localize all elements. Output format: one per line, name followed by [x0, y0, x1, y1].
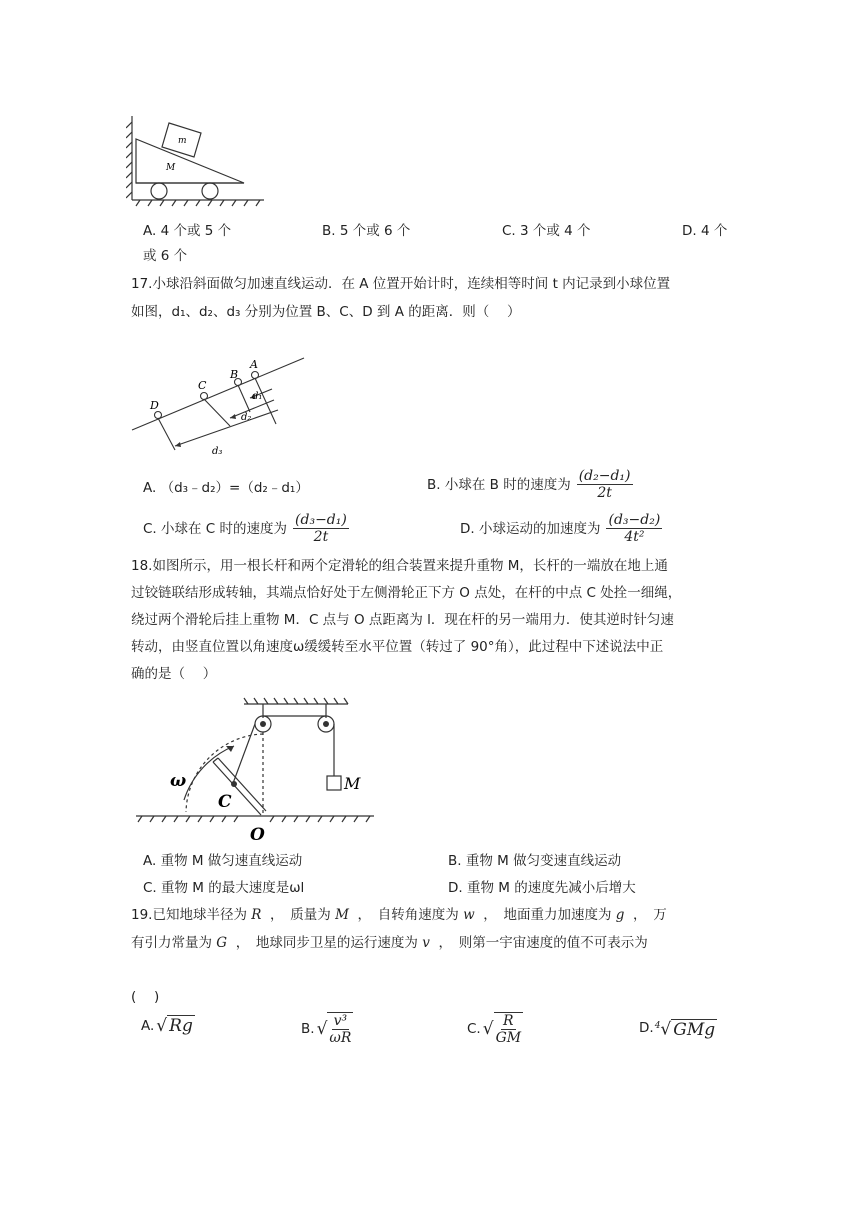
q17-stem-line1: 17.小球沿斜面做匀加速直线运动．在 A 位置开始计时，连续相等时间 t 内记录到小球位置 — [131, 276, 671, 292]
q17-label-A: A — [250, 358, 258, 371]
q17-figure — [128, 354, 308, 466]
q17-label-d1: d₁ — [252, 391, 263, 402]
q19-option-a[interactable]: A. √ Rg — [141, 1016, 193, 1036]
q17-option-d-text: D. 小球运动的加速度为 — [460, 520, 601, 537]
q16-label-M: M — [166, 163, 176, 173]
q19-option-c[interactable]: C. √ $\frac{R}{GM}$ — [467, 1013, 522, 1046]
q18-option-a[interactable]: A. 重物 M 做匀速直线运动 — [143, 853, 303, 869]
q18-stem-line2: 过铰链联结形成转轴，其端点恰好处于左侧滑轮正下方 O 点处，在杆的中点 C 处拴一细绳， — [131, 585, 682, 601]
q16-option-b[interactable]: B. 5 个或 6 个 — [322, 223, 411, 239]
q16-option-d[interactable]: D. 4 个 — [682, 223, 728, 239]
q19-option-b-formula: √ $\frac{\text{v³}}{\omega R}$ — [316, 1013, 352, 1046]
q19-var-M: M — [335, 907, 349, 923]
q18-option-b[interactable]: B. 重物 M 做匀变速直线运动 — [448, 853, 622, 869]
q17-option-c-formula: $\frac{\text{(d₃−d₁)}}{2t}$ — [295, 512, 347, 545]
q19-option-b[interactable]: B. √ $\frac{\text{v³}}{\omega R}$ — [301, 1013, 352, 1046]
q18-figure — [130, 694, 380, 844]
q19-answer-paren: ( ) — [131, 989, 160, 1005]
q19-option-a-formula: √ Rg — [156, 1016, 193, 1036]
q17-label-D: D — [150, 399, 159, 412]
q17-option-b-text: B. 小球在 B 时的速度为 — [427, 476, 571, 493]
q17-label-C: C — [198, 379, 207, 392]
q19-option-c-formula: √ $\frac{R}{GM}$ — [482, 1013, 522, 1046]
q17-stem-line2: 如图，d₁、d₂、d₃ 分别为位置 B、C、D 到 A 的距离．则（ ） — [131, 304, 521, 320]
q17-option-d-formula: $\frac{\text{(d₃−d₂)}}{\text{4t²}}$ — [608, 512, 661, 545]
q17-option-c[interactable] — [143, 512, 349, 545]
q18-stem-line3: 绕过两个滑轮后挂上重物 M．C 点与 O 点距离为 l．现在杆的另一端用力．使其逆时针匀速 — [131, 612, 674, 628]
q18-stem-line5: 确的是（ ） — [131, 666, 217, 682]
q16-option-a[interactable]: A. 4 个或 5 个 — [143, 223, 232, 239]
q18-option-c[interactable]: C. 重物 M 的最大速度是ωl — [143, 880, 305, 896]
q19-var-G: G — [216, 935, 228, 951]
q18-label-O: O — [250, 825, 265, 844]
q17-option-a[interactable]: A. （d₃﹣d₂）=（d₂﹣d₁） — [143, 480, 309, 496]
q16-option-d-cont: 或 6 个 — [143, 248, 188, 264]
q16-figure — [126, 112, 271, 207]
q16-label-m: m — [178, 136, 187, 146]
q19-stem-line1: 19.已知地球半径为 R ， 质量为 M ， 自转角速度为 w ， 地面重力加速度为 g ， 万 — [131, 907, 667, 923]
q19-var-R: R — [251, 907, 262, 923]
q17-option-d[interactable] — [460, 512, 662, 545]
q18-stem-line4: 转动，由竖直位置以角速度ω缓缓转至水平位置（转过了 90°角），此过程中下述说法中正 — [131, 639, 664, 655]
q19-var-g: g — [615, 907, 625, 923]
q18-label-omega: ω — [170, 771, 187, 791]
q19-option-d-formula: $^4$√ GMg — [654, 1019, 716, 1040]
q19-stem-line2: 有引力常量为 G ， 地球同步卫星的运行速度为 v ， 则第一宇宙速度的值不可表示为 — [131, 935, 648, 951]
q18-label-M: M — [344, 774, 361, 793]
q17-option-b[interactable] — [427, 468, 633, 501]
q17-label-d3: d₃ — [212, 446, 223, 457]
q19-var-v: v — [422, 935, 430, 951]
q19-option-d[interactable]: D. $^4$√ GMg — [639, 1016, 717, 1040]
q17-option-b-formula: $\frac{\text{(d₂−d₁)}}{2t}$ — [578, 468, 631, 501]
q19-var-w: w — [463, 907, 475, 923]
q17-option-c-text: C. 小球在 C 时的速度为 — [143, 520, 288, 537]
q18-stem-line1: 18.如图所示，用一根长杆和两个定滑轮的组合装置来提升重物 M，长杆的一端放在地上通 — [131, 558, 668, 574]
q18-label-C: C — [218, 792, 232, 812]
q17-label-B: B — [230, 368, 239, 381]
q16-option-c[interactable]: C. 3 个或 4 个 — [502, 223, 591, 239]
q18-option-d[interactable]: D. 重物 M 的速度先减小后增大 — [448, 880, 636, 896]
q17-label-d2: d₂ — [241, 412, 252, 423]
